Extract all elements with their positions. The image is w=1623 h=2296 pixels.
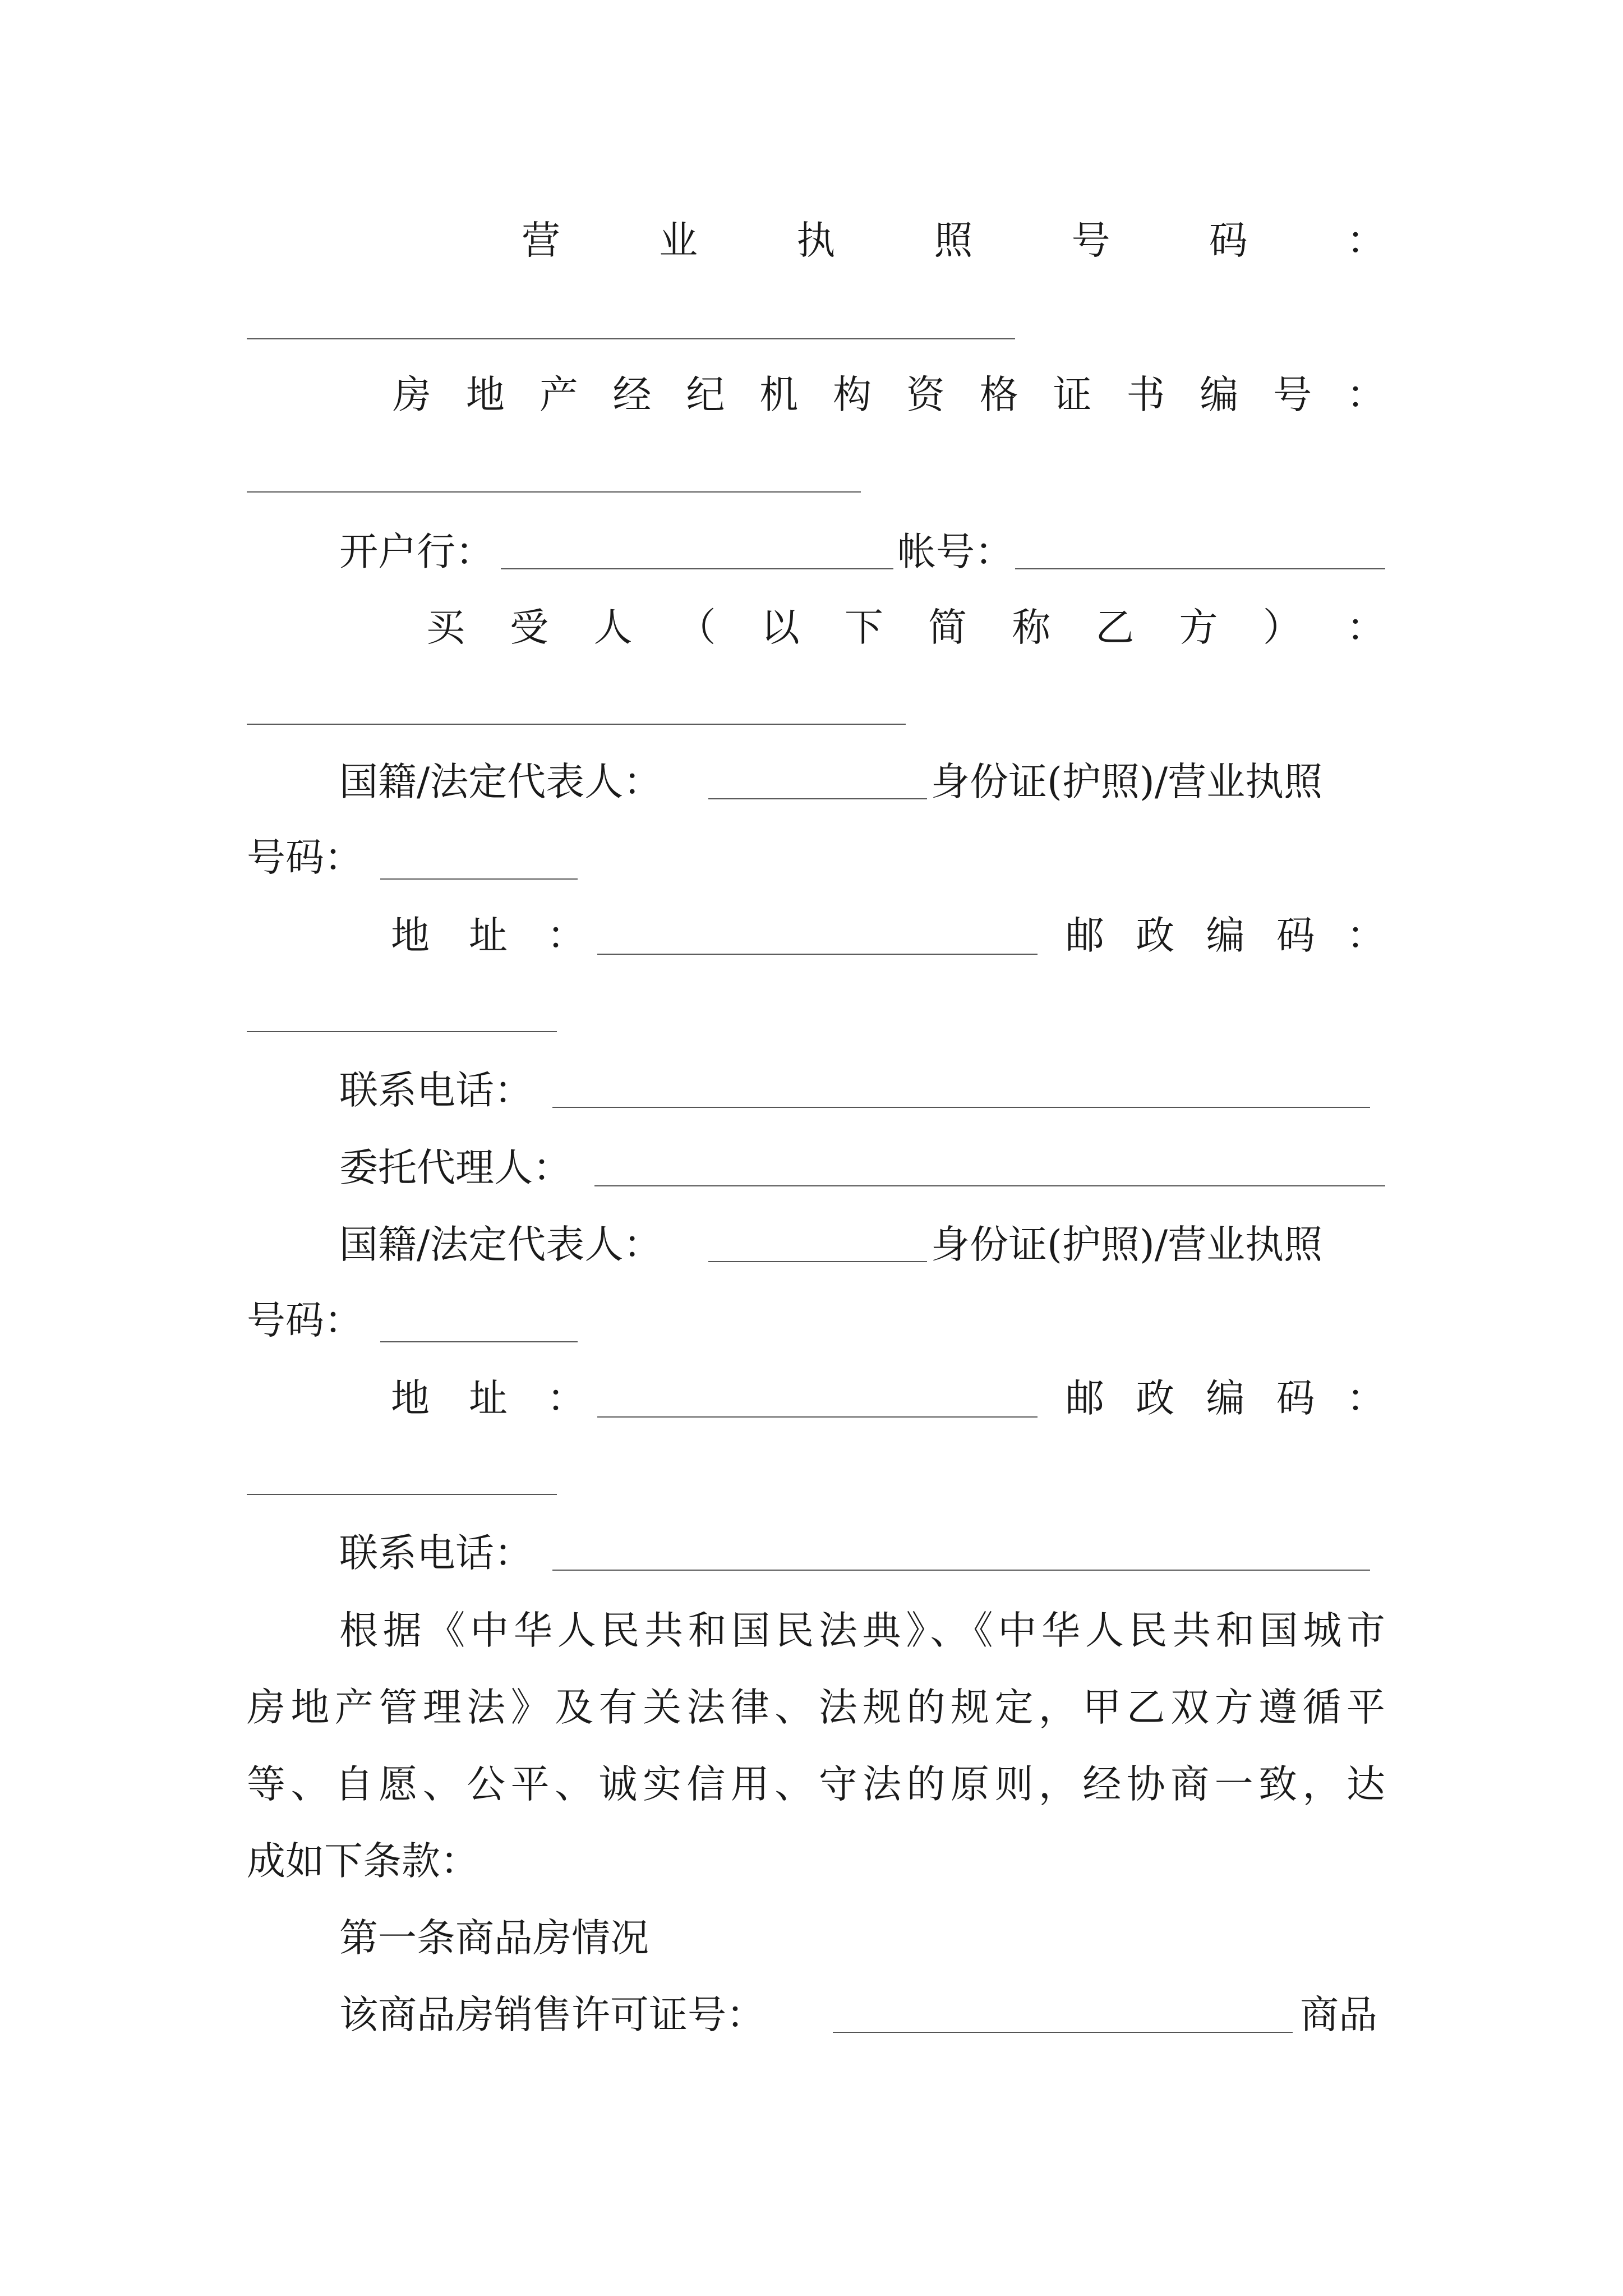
phone-blank-2[interactable] <box>552 1570 1370 1571</box>
postal-blank-1[interactable] <box>247 1031 557 1032</box>
char: 方 <box>1179 605 1218 650</box>
char: ： <box>1346 218 1385 263</box>
char: 构 <box>833 372 872 417</box>
char: 编 <box>1206 1376 1245 1421</box>
agent-label: 委托代理人： <box>339 1145 571 1190</box>
char: 照 <box>934 218 973 263</box>
char: 政 <box>1136 913 1175 958</box>
number-label-2: 号码： <box>247 1298 363 1343</box>
char: 书 <box>1126 372 1165 417</box>
nationality-blank[interactable] <box>708 798 927 799</box>
char: 经 <box>612 372 652 417</box>
char: 称 <box>1012 605 1051 650</box>
paragraph-line-4: 成如下条款： <box>247 1839 479 1884</box>
char: 房 <box>393 372 431 417</box>
id-label-2: 身份证(护照)/营业执照 <box>931 1222 1323 1267</box>
char: 人 <box>593 605 633 650</box>
char: 地 <box>465 372 505 417</box>
char: 纪 <box>686 372 725 417</box>
char: 执 <box>796 218 836 263</box>
char: 邮 <box>1066 1376 1104 1421</box>
id-label: 身份证(护照)/营业执照 <box>931 760 1323 804</box>
char: 编 <box>1206 913 1245 958</box>
char: 以 <box>760 605 800 650</box>
address-label-1 <box>391 913 585 958</box>
char: 编 <box>1200 372 1239 417</box>
char: 码 <box>1276 1376 1315 1421</box>
phone-blank-1[interactable] <box>552 1107 1370 1108</box>
char: 营 <box>522 218 560 263</box>
bank-label: 开户行： <box>339 530 494 574</box>
paragraph-line-3: 等、自愿、公平、诚实信用、守法的原则，经协商一致，达 <box>247 1762 1385 1807</box>
char: ） <box>1262 605 1302 650</box>
char: 受 <box>510 605 549 650</box>
char: 码 <box>1209 218 1248 263</box>
char: 业 <box>659 218 698 263</box>
permit-blank[interactable] <box>833 2032 1293 2033</box>
paragraph-line-1: 根据《中华人民共和国民法典》、《中华人民共和国城市 <box>339 1608 1385 1653</box>
nationality-label: 国籍/法定代表人： <box>339 760 662 804</box>
char: 下 <box>844 605 883 650</box>
char: 机 <box>759 372 799 417</box>
buyer-blank[interactable] <box>247 724 906 725</box>
char: 号 <box>1071 218 1110 263</box>
license-number-blank[interactable] <box>247 338 1015 339</box>
char: 资 <box>906 372 945 417</box>
char: 码 <box>1276 913 1315 958</box>
phone-label-1: 联系电话： <box>339 1068 533 1113</box>
permit-label: 该商品房销售许可证号： <box>339 1993 765 2037</box>
char: ： <box>547 1376 585 1421</box>
char: 产 <box>539 372 578 417</box>
char: 格 <box>979 372 1018 417</box>
address-blank-2[interactable] <box>597 1416 1038 1418</box>
nationality-label-2: 国籍/法定代表人： <box>339 1222 662 1267</box>
postal-blank-2[interactable] <box>247 1494 557 1495</box>
agent-blank[interactable] <box>594 1185 1385 1186</box>
address-label-2 <box>391 1376 585 1421</box>
bank-blank[interactable] <box>501 568 893 569</box>
char: ： <box>1346 605 1385 650</box>
nationality-blank-2[interactable] <box>708 1261 927 1262</box>
account-label: 帐号： <box>897 530 1013 574</box>
agency-cert-blank[interactable] <box>247 491 861 493</box>
char: 址 <box>469 913 508 958</box>
char: 址 <box>469 1376 508 1421</box>
char: 乙 <box>1095 605 1135 650</box>
char: ： <box>547 913 585 958</box>
char: 证 <box>1053 372 1092 417</box>
char: ： <box>1347 1376 1385 1421</box>
postal-label-1 <box>1066 913 1385 958</box>
char: ： <box>1347 913 1385 958</box>
char: 政 <box>1136 1376 1175 1421</box>
char: 邮 <box>1066 913 1104 958</box>
agency-cert-label <box>393 372 1385 417</box>
buyer-label <box>426 605 1385 650</box>
char: （ <box>677 605 716 650</box>
phone-label-2: 联系电话： <box>339 1531 533 1576</box>
account-blank[interactable] <box>1015 568 1385 569</box>
license-number-label <box>522 218 1385 263</box>
char: 地 <box>391 913 430 958</box>
char: 买 <box>426 605 465 650</box>
id-number-blank[interactable] <box>380 878 578 880</box>
article1-title: 第一条商品房情况 <box>339 1916 649 1961</box>
number-label: 号码： <box>247 835 363 880</box>
postal-label-2 <box>1066 1376 1385 1421</box>
char: 地 <box>391 1376 430 1421</box>
char: 号 <box>1273 372 1312 417</box>
paragraph-line-2: 房地产管理法》及有关法律、法规的规定，甲乙双方遵循平 <box>247 1685 1385 1730</box>
id-number-blank-2[interactable] <box>380 1341 578 1342</box>
permit-tail: 商品 <box>1300 1993 1377 2037</box>
address-blank-1[interactable] <box>597 954 1038 955</box>
char: 简 <box>928 605 967 650</box>
char: ： <box>1346 372 1385 417</box>
